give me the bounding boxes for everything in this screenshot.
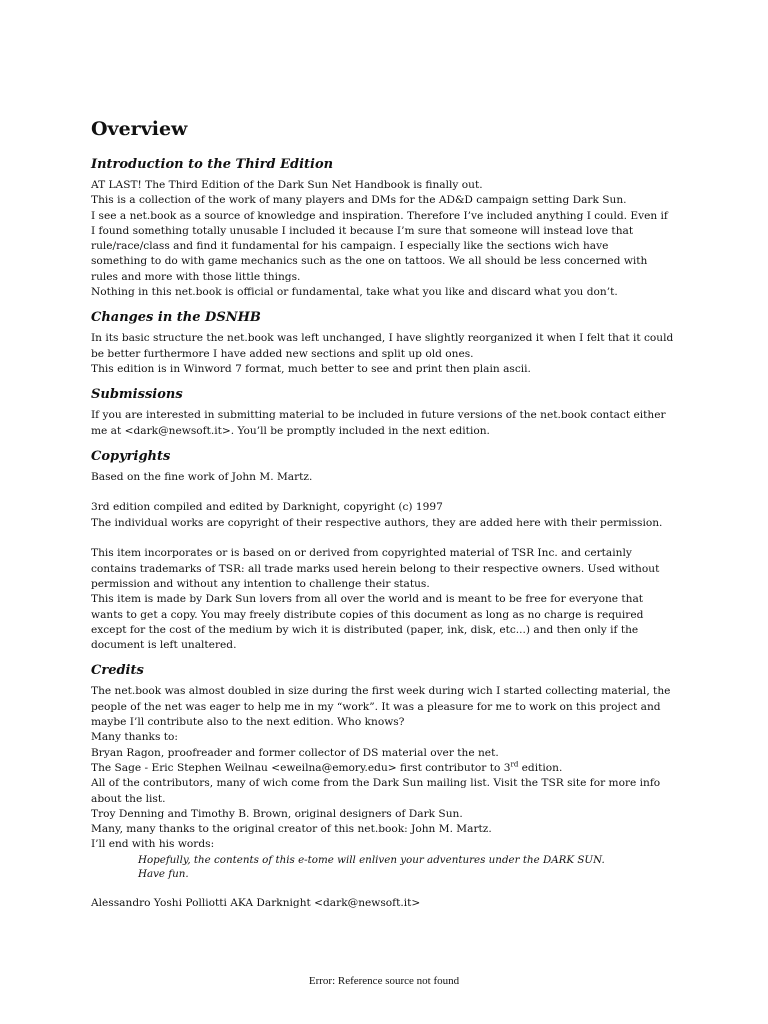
section-heading: Copyrights [91,448,171,464]
blank-line [91,485,715,500]
text-line: maybe I’ll contribute also to the next edition. Who knows? [91,716,405,729]
section-body [91,178,715,300]
text-line: This edition is in Winword 7 format, much better to see and print then plain ascii. [91,362,531,375]
text-line: wants to get a copy. You may freely distribute copies of this document as long as no charge is required [91,608,644,621]
section-heading: Submissions [91,387,183,403]
section-body [91,776,715,852]
text-line: If you are interested in submitting material to be included in future versions of the net.book contact either [91,409,666,422]
text-line: In its basic structure the net.book was left unchanged, I have slightly reorganized it when I felt that it could [91,332,674,345]
text-line: Nothing in this net.book is official or fundamental, take what you like and discard what you don’t. [91,286,618,299]
section-body [91,331,715,377]
page-title: Overview [91,118,188,140]
text-line: except for the cost of the medium by wich it is distributed (paper, ink, disk, etc...) and then only if the [91,623,639,636]
text-line: be better furthermore I have added new sections and split up old ones. [91,347,474,360]
blank-line [91,531,715,546]
text-line: Troy Denning and Timothy B. Brown, original designers of Dark Sun. [91,807,463,820]
text-line: me at <dark@newsoft.it>. You’ll be promptly included in the next edition. [91,424,490,437]
section-introduction [91,156,715,300]
spacer [91,881,715,896]
text-line: Hopefully, the contents of this e-tome will enliven your adventures under the DARK SUN. [138,853,605,866]
section-submissions [91,386,715,439]
page-footer: Error: Reference source not found [308,975,460,987]
closing-quote [91,853,715,881]
text-line: something to do with game mechanics such as the one on tattoos. We all should be less concerned with [91,255,648,268]
text-line: Bryan Ragon, proofreader and former collector of DS material over the net. [91,746,499,759]
text-line: Have fun. [138,867,189,880]
text-line: rules and more with those little things. [91,270,301,283]
text-line: rule/race/class and find it fundamental for his campaign. I especially like the sections wich have [91,240,609,253]
section-copyrights [91,448,715,654]
text-line: This item is made by Dark Sun lovers from all over the world and is meant to be free for everyone that [91,593,644,606]
sage-credit-tail: edition. [518,761,563,774]
section-body [91,684,715,760]
text-line: Many, many thanks to the original creator of this net.book: John M. Martz. [91,823,492,836]
section-body [91,470,715,654]
text-line: permission and without any intention to challenge their status. [91,577,430,590]
text-line: I see a net.book as a source of knowledge and inspiration. Therefore I’ve included anything I could. Even if [91,209,668,222]
section-heading: Changes in the DSNHB [91,310,261,326]
text-line: All of the contributors, many of wich come from the Dark Sun mailing list. Visit the TSR site for more info [91,777,661,790]
text-line: The net.book was almost doubled in size during the first week during wich I started collecting material, the [91,685,671,698]
signature: Alessandro Yoshi Polliotti AKA Darknight <dark@newsoft.it> [91,896,421,909]
text-line: The individual works are copyright of their respective authors, they are added here with their permission. [91,516,663,529]
text-line: people of the net was eager to help me in my “work”. It was a pleasure for me to work on this project and [91,700,661,713]
text-line: AT LAST! The Third Edition of the Dark Sun Net Handbook is finally out. [91,179,483,191]
section-changes [91,309,715,377]
text-line: 3rd edition compiled and edited by Darknight, copyright (c) 1997 [91,501,443,514]
text-line: This is a collection of the work of many players and DMs for the AD&D campaign setting Dark Sun. [91,194,627,207]
page-content [91,116,715,920]
text-line: document is left unaltered. [91,639,237,652]
section-heading: Introduction to the Third Edition [91,157,334,172]
text-line: contains trademarks of TSR: all trade marks used herein belong to their respective owners. Used without [91,562,660,575]
sage-credit-line [91,761,715,776]
text-line: This item incorporates or is based on or derived from copyrighted material of TSR Inc. and certainly [91,547,632,560]
section-heading: Credits [91,663,144,679]
text-line: Many thanks to: [91,731,178,744]
text-line: I’ll end with his words: [91,838,215,851]
section-credits [91,662,715,911]
sage-credit-text: The Sage - Eric Stephen Weilnau <eweilna@emory.edu> first contributor to 3 [91,761,511,774]
section-body [91,408,715,439]
ordinal-suffix: rd [510,760,519,769]
text-line: Based on the fine work of John M. Martz. [91,470,313,483]
text-line: I found something totally unusable I included it because I’m sure that someone will instead love that [91,224,634,237]
text-line: about the list. [91,792,166,805]
